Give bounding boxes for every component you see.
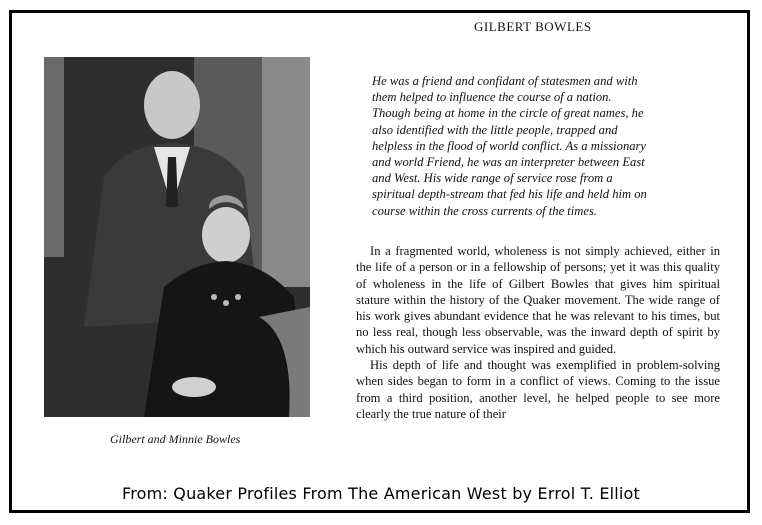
quote-line: and West. His wide range of service rose from a (372, 171, 613, 186)
source-credit: From: Quaker Profiles From The American West by Errol T. Elliot (121, 484, 641, 503)
quote-line: them helped to influence the course of a nation. (372, 90, 612, 105)
quote-line: spiritual depth-stream that fed his life and held him on (372, 187, 647, 202)
body-text (356, 243, 720, 422)
portrait-photo (44, 57, 310, 417)
body-paragraph-1: In a fragmented world, wholeness is not simply achieved, either in the life of a person or in a fellowship of persons; yet it was this quality of wholeness in the life of Gilbert Bowles that gives him spiritual stature within the history of the Quaker movement. The wide range of his work gives abundant evidence that he was relevant to his times, but no less real, though less observable, was the inward depth of spirit by which his outward service was inspired and guided. (356, 244, 720, 356)
quote-line: Though being at home in the circle of great names, he (372, 106, 644, 121)
portrait-illustration (44, 57, 310, 417)
quote-line: and world Friend, he was an interpreter between East (372, 155, 645, 170)
photo-caption: Gilbert and Minnie Bowles (110, 432, 241, 446)
quote-line: also identified with the little people, trapped and (372, 122, 618, 137)
epigraph-quote (372, 73, 684, 219)
body-paragraph-2: His depth of life and thought was exemplified in problem-solving when sides began to form in a conflict of views. Coming to the issue from a third position, another level, he helped people to see more clearly the true nature of their (356, 358, 720, 421)
quote-line: course within the cross currents of the times. (372, 203, 598, 218)
quote-line: helpless in the flood of world conflict. As a missionary (372, 138, 647, 153)
quote-line: He was a friend and confidant of statesmen and with (372, 74, 638, 88)
page-header-title: GILBERT BOWLES (474, 19, 592, 34)
